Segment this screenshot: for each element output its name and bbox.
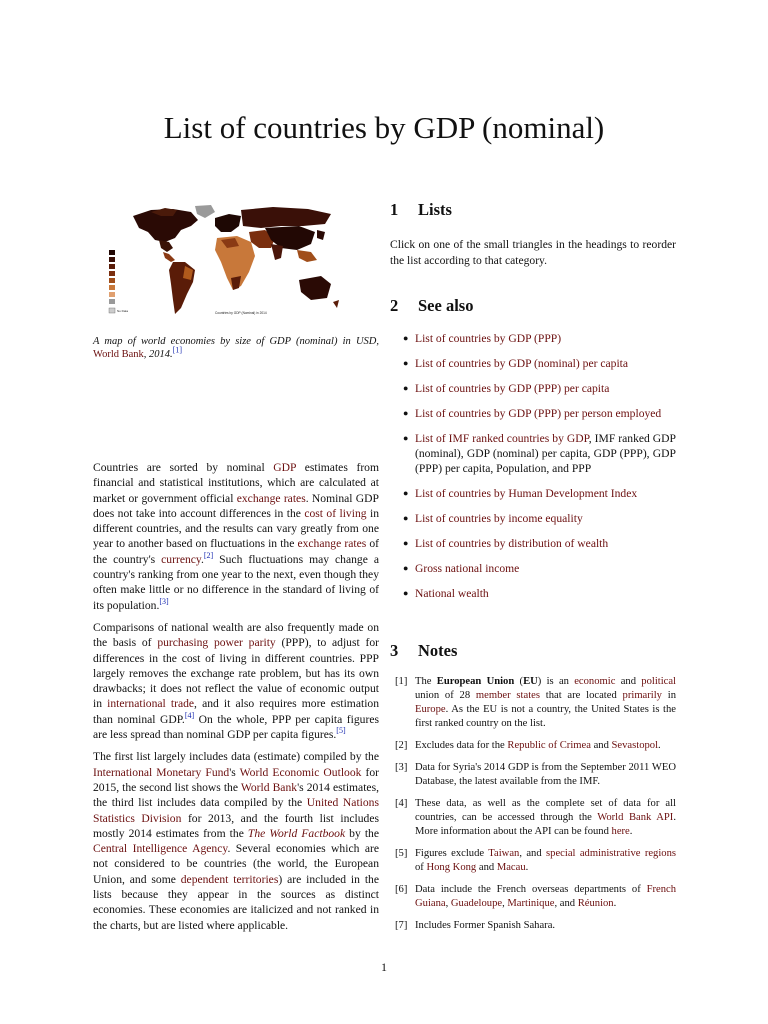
see-also-link[interactable]: List of countries by income equality (415, 512, 583, 525)
see-also-link[interactable]: List of countries by GDP (nominal) per capita (415, 357, 629, 370)
link-martinique[interactable]: Martinique (507, 898, 555, 909)
list-item: ● List of IMF ranked countries by GDP, IMF ranked GDP (nominal), GDP (nominal) per capita, GDP (PPP), GDP (PPP) per capita, Population, and PPP (403, 432, 676, 475)
link-reunion[interactable]: Réunion (577, 898, 614, 909)
legend-nodata-label: No Data (117, 309, 129, 313)
map-legend-title: Countries by GDP (Nominal) in 2014 (215, 311, 267, 315)
link-world-bank[interactable]: World Bank (240, 780, 298, 794)
list-item: ● List of countries by income equality (403, 512, 583, 525)
see-also-list (390, 331, 676, 611)
paragraph-1: Countries are sorted by nominal GDP estimates from financial and statistical institutions, which are calculated at market or government official exchange rates. Nominal GDP does not take into account differences in the cost of living in different countries, and the results can vary greatly from one year to another based on fluctuations in the exchange rates of the country's currency.[2] Such fluctuations may change a country's ranking from one year to the next, even though they often make little or no difference in the standard of living of its population.[3] (93, 461, 379, 612)
list-item: ● List of countries by GDP (PPP) per person employed (403, 407, 662, 420)
list-item: ● List of countries by distribution of wealth (403, 537, 609, 550)
world-gdp-map (103, 204, 348, 326)
see-also-link[interactable]: List of countries by distribution of wealth (415, 537, 609, 550)
see-also-link[interactable]: List of countries by GDP (PPP) per person employed (415, 407, 662, 420)
note-item: [4] These data, as well as the complete set of data for all countries, can be accessed through the World Bank API. More information about the API can be found here. (395, 798, 676, 837)
list-item: ● List of countries by Human Development Index (403, 487, 638, 500)
section-heading-notes: 3 Notes (390, 641, 458, 660)
citation-ref[interactable]: [1] (172, 345, 182, 355)
world-map-image (103, 204, 348, 326)
link-purchasing-power-parity[interactable]: purchasing power parity (157, 636, 276, 650)
link-sevastopol[interactable]: Sevastopol (611, 740, 659, 751)
link-un-statistics-division[interactable]: United Nations Statistics Division (93, 796, 379, 825)
page-number: 1 (381, 960, 387, 974)
citation-ref[interactable]: [3] (159, 596, 169, 606)
see-also-link[interactable]: List of countries by GDP (PPP) (415, 332, 562, 345)
body-text (93, 460, 379, 940)
paragraph-3: The first list largely includes data (estimate) compiled by the International Monetary Fund's World Economic Outlook for 2015, the second list shows the World Bank's 2014 estimates, the third list includes data compiled by the United Nations Statistics Division for 2013, and the fourth list includes mostly 2014 estimates from the The World Factbook by the Central Intelligence Agency. Several economies which are not considered to be countries (the world, the European Union, and some dependent territories) are included in the lists because they appear in the sources as distinct economies. These economies are italicized and not ranked in the charts, but are listed where applicable. (93, 750, 380, 932)
citation-ref[interactable]: [2] (203, 550, 214, 560)
link-macau[interactable]: Macau (496, 862, 526, 873)
link-taiwan[interactable]: Taiwan (488, 848, 520, 859)
link-guadeloupe[interactable]: Guadeloupe (450, 898, 503, 909)
link-world-economic-outlook[interactable]: World Economic Outlook (239, 765, 362, 779)
link-currency[interactable]: currency (161, 552, 201, 566)
link-imf[interactable]: International Monetary Fund (93, 765, 230, 779)
link-exchange-rates-2[interactable]: exchange rates (297, 537, 367, 551)
link-hong-kong[interactable]: Hong Kong (426, 862, 477, 873)
see-also-link[interactable]: List of countries by GDP (PPP) per capita (415, 382, 610, 395)
link-cia[interactable]: Central Intelligence Agency (93, 842, 228, 856)
link-international-trade[interactable]: international trade (107, 697, 195, 711)
section-heading-lists: 1 Lists (390, 200, 452, 219)
link-europe[interactable]: Europe (415, 704, 446, 715)
list-item: ● National wealth (403, 587, 489, 600)
note-item: [7] Includes Former Spanish Sahara. (395, 920, 556, 931)
figure-caption: A map of world economies by size of GDP (nominal) in USD, World Bank, 2014.[1] (93, 336, 379, 360)
page-title: List of countries by GDP (nominal) (163, 110, 605, 145)
note-item: [6] Data include the French overseas departments of French Guiana, Guadeloupe, Martinique, and Réunion. (395, 884, 676, 909)
caption-link-world-bank[interactable]: World Bank (93, 349, 144, 360)
link-political[interactable]: political (641, 676, 676, 687)
link-world-bank-api[interactable]: World Bank API (597, 812, 674, 823)
link-world-factbook[interactable]: The World Factbook (247, 826, 346, 840)
note-item: [1] The European Union (EU) is an economic and political union of 28 member states that are located primarily in Europe. As the EU is not a country, the United States is the first ranked country on the list. (395, 676, 676, 729)
list-item: ● List of countries by GDP (PPP) per capita (403, 382, 610, 395)
link-republic-of-crimea[interactable]: Republic of Crimea (507, 740, 591, 751)
link-primarily[interactable]: primarily (622, 690, 662, 701)
note-item: [5] Figures exclude Taiwan, and special administrative regions of Hong Kong and Macau. (395, 848, 677, 873)
citation-ref[interactable]: [5] (336, 726, 346, 736)
link-cost-of-living[interactable]: cost of living (304, 506, 367, 520)
link-dependent-territories[interactable]: dependent territories (180, 872, 279, 886)
link-special-administrative-regions[interactable]: special administrative regions (546, 848, 677, 859)
section-heading-see-also: 2 See also (390, 296, 474, 315)
see-also-link[interactable]: List of countries by Human Development Index (415, 487, 638, 500)
notes-list (390, 675, 676, 941)
note-item: [3] Data for Syria's 2014 GDP is from the September 2011 WEO Database, the latest available from the IMF. (395, 762, 676, 787)
paragraph-2: Comparisons of national wealth are also frequently made on the basis of purchasing power parity (PPP), to adjust for differences in the cost of living in different countries. PPP largely removes the exchange rate problem, but has its own drawbacks; it does not reflect the value of economic output in international trade, and it also requires more estimation than nominal GDP.[4] On the whole, PPP per capita figures are less spread than nominal GDP per capita figures.[5] (93, 620, 380, 742)
link-exchange-rates[interactable]: exchange rates (236, 491, 306, 505)
see-also-link[interactable]: Gross national income (415, 562, 520, 575)
list-item: ● List of countries by GDP (PPP) (403, 332, 562, 345)
link-french-guiana[interactable]: French Guiana (415, 884, 676, 909)
note-item: [2] Excludes data for the Republic of Crimea and Sevastopol. (395, 740, 661, 751)
link-member-states[interactable]: member states (475, 690, 540, 701)
list-item: ● List of countries by GDP (nominal) per capita (403, 357, 629, 370)
citation-ref[interactable]: [4] (184, 710, 195, 720)
lists-intro: Click on one of the small triangles in the headings to reorder the list according to that category. (390, 238, 676, 267)
see-also-link[interactable]: National wealth (415, 587, 489, 600)
link-economic[interactable]: economic (574, 676, 616, 687)
link-here[interactable]: here (611, 826, 630, 837)
list-item: ● Gross national income (403, 562, 520, 575)
see-also-link[interactable]: List of IMF ranked countries by GDP (415, 432, 589, 445)
link-gdp[interactable]: GDP (273, 461, 297, 474)
